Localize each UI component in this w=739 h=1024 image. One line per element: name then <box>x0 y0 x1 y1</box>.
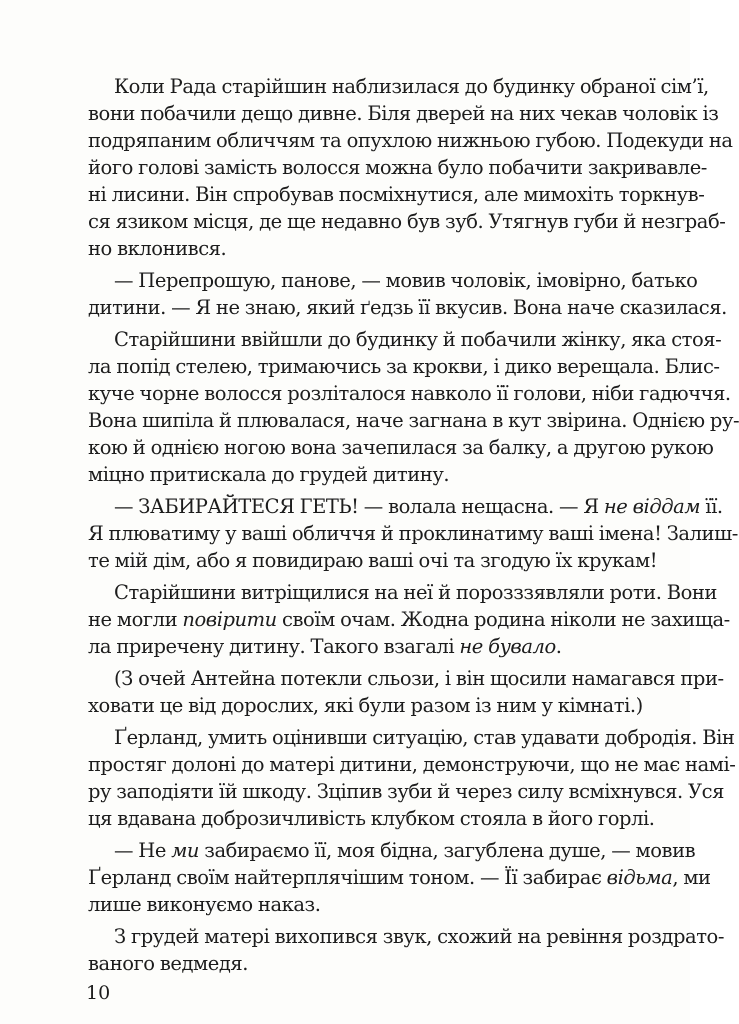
emphasis-text: не бувало <box>459 635 556 658</box>
text-run: — ЗАБИРАЙТЕСЯ ГЕТЬ! — волала нещасна. — Я <box>114 495 604 518</box>
text-line: Коли Рада старійшин наблизилася до будинку обраної сім’ї, <box>114 75 709 98</box>
text-line: дитини. — Я не знаю, який ґедзь її вкусив. Вона наче сказилася. <box>88 296 727 319</box>
paragraph <box>88 73 733 262</box>
text-line: Ґерланд, умить оцінивши ситуацію, став удавати добродія. Він <box>114 726 735 749</box>
text-line <box>88 606 730 633</box>
text-run: — Не <box>114 839 172 862</box>
paragraph <box>88 579 730 660</box>
text-line: куче чорне волосся розліталося навколо її голови, ніби гадюччя. <box>88 382 731 405</box>
body-text <box>88 73 739 977</box>
text-line: вони побачили дещо дивне. Біля дверей на них чекав чоловік із <box>88 102 719 125</box>
paragraph <box>88 923 724 977</box>
text-line <box>88 837 696 864</box>
text-line: ні лисини. Він спробував посміхнутися, але мимохіть торкнув- <box>88 183 705 206</box>
text-line: — Перепрошую, панове, — мовив чоловік, імовірно, батько <box>114 269 698 292</box>
text-run: забираємо її, моя бідна, загублена душе, — мовив <box>199 839 696 862</box>
text-run: своїм очам. Жодна родина ніколи не захища- <box>276 608 730 631</box>
page-number: 10 <box>86 982 111 1004</box>
paragraph <box>88 326 739 488</box>
emphasis-text: ми <box>171 839 200 862</box>
text-line: Старійшини витріщилися на неї й порозззявляли роти. Вони <box>114 581 717 604</box>
text-line: ця вдавана доброзичливість клубком стояла в його горлі. <box>88 807 655 830</box>
text-line: Вона шипіла й плювалася, наче загнана в кут звірина. Однією ру- <box>88 409 739 432</box>
paragraph <box>88 724 736 832</box>
text-line: Я плюватиму у ваші обличчя й проклинатиму ваші імена! Залиш- <box>88 522 738 545</box>
text-line: ховати це від дорослих, які були разом із ним у кімнаті.) <box>88 694 643 717</box>
text-run: ла приречену дитину. Такого взагалі <box>88 635 460 658</box>
text-line <box>88 633 654 660</box>
text-line: (З очей Антейна потекли сльози, і він щосили намагався при- <box>114 667 724 690</box>
text-run: Ґерланд своїм найтерплячішим тоном. — Її забирає <box>88 866 607 889</box>
text-line: З грудей матері вихопився звук, схожий на ревіння роздрато- <box>114 925 724 948</box>
text-line: простяг долоні до матері дитини, демонструючи, що не має намі- <box>88 753 736 776</box>
text-line: ру заподіяти їй шкоду. Зціпив зуби й через силу всміхнувся. Уся <box>88 780 724 803</box>
text-line: подряпаним обличчям та опухлою нижньою губою. Подекуди на <box>88 129 733 152</box>
text-line: но вклонився. <box>88 237 227 260</box>
text-line: те мій дім, або я повидираю ваші очі та згодую їх крукам! <box>88 549 658 572</box>
paragraph <box>88 665 724 719</box>
text-line: міцно притискала до грудей дитину. <box>88 463 450 486</box>
text-line: ся язиком місця, де ще недавно був зуб. Утягнув губи й незграб- <box>88 210 726 233</box>
emphasis-text: не віддам <box>603 495 701 518</box>
text-run: не могли <box>88 608 183 631</box>
text-line <box>88 864 711 891</box>
paragraph <box>88 837 711 918</box>
text-run: , ми <box>672 866 711 889</box>
text-line: ваного ведмедя. <box>88 952 248 975</box>
text-run: . <box>555 635 562 658</box>
text-run: її. <box>700 495 723 518</box>
emphasis-text: повірити <box>182 608 277 631</box>
text-line: його голові замість волосся можна було побачити закривавле- <box>88 156 707 179</box>
text-line: Старійшини ввійшли до будинку й побачили жінку, яка стоя- <box>114 328 722 351</box>
paragraph <box>88 493 738 574</box>
text-line: лише виконуємо наказ. <box>88 893 321 916</box>
paragraph <box>88 267 727 321</box>
text-line: ла попід стелею, тримаючись за крокви, і дико верещала. Блис- <box>88 355 720 378</box>
emphasis-text: відьма <box>606 866 673 889</box>
text-line <box>88 493 723 520</box>
text-line: кою й однією ногою вона зачепилася за балку, а другою рукою <box>88 436 714 459</box>
